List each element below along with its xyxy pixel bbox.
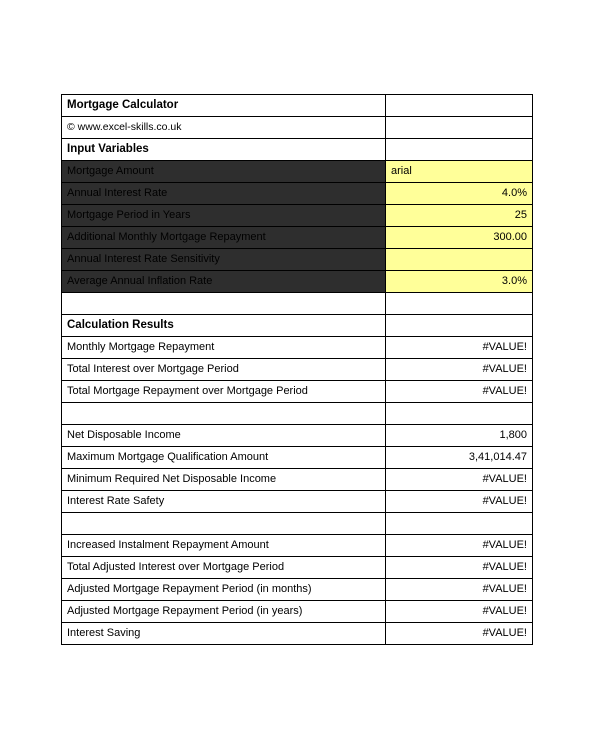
table-row-net-disposable-income: [62, 425, 533, 447]
result-value-maximum-mortgage-qualification-amount: 3,41,014.47: [386, 447, 533, 469]
table-row-copyright: [62, 117, 533, 139]
result-label-monthly-mortgage-repayment: Monthly Mortgage Repayment: [62, 337, 386, 359]
section-heading-input-variables: Input Variables: [62, 139, 386, 161]
result-label-interest-rate-safety: Interest Rate Safety: [62, 491, 386, 513]
calculator-table: [61, 94, 533, 645]
table-row-input-additional-monthly-repayment: [62, 227, 533, 249]
table-row-spacer: [62, 513, 533, 535]
result-label-total-mortgage-repayment-over-mortgage-period: Total Mortgage Repayment over Mortgage Period: [62, 381, 386, 403]
spacer-value-cell: [386, 403, 533, 425]
result-value-minimum-required-net-disposable-income: #VALUE!: [386, 469, 533, 491]
table-row-total-mortgage-repayment-over-mortgage-period: [62, 381, 533, 403]
result-label-minimum-required-net-disposable-income: Minimum Required Net Disposable Income: [62, 469, 386, 491]
copyright-label: © www.excel-skills.co.uk: [62, 117, 386, 139]
spacer-label-cell: [62, 513, 386, 535]
spacer-value-cell: [386, 513, 533, 535]
input-label-average-annual-inflation-rate: Average Annual Inflation Rate: [62, 271, 386, 293]
title-row-value-cell: [386, 95, 533, 117]
result-value-interest-rate-safety: #VALUE!: [386, 491, 533, 513]
result-label-interest-saving: Interest Saving: [62, 623, 386, 645]
spacer-value-cell: [386, 293, 533, 315]
page-title: Mortgage Calculator: [62, 95, 386, 117]
result-value-adjusted-mortgage-repayment-period-months: #VALUE!: [386, 579, 533, 601]
input-value-annual-interest-rate-sensitivity[interactable]: [386, 249, 533, 271]
input-label-annual-interest-rate-sensitivity: Annual Interest Rate Sensitivity: [62, 249, 386, 271]
result-value-monthly-mortgage-repayment: #VALUE!: [386, 337, 533, 359]
table-row-input-interest-rate-sensitivity: [62, 249, 533, 271]
input-value-mortgage-amount[interactable]: arial: [386, 161, 533, 183]
table-row-input-annual-interest-rate: [62, 183, 533, 205]
table-row-title: [62, 95, 533, 117]
table-row-interest-saving: [62, 623, 533, 645]
result-value-increased-instalment-repayment-amount: #VALUE!: [386, 535, 533, 557]
input-label-mortgage-period-years: Mortgage Period in Years: [62, 205, 386, 227]
input-value-average-annual-inflation-rate[interactable]: 3.0%: [386, 271, 533, 293]
table-row-spacer: [62, 293, 533, 315]
input-value-additional-monthly-repayment[interactable]: 300.00: [386, 227, 533, 249]
table-row-minimum-required-net-disposable-income: [62, 469, 533, 491]
result-label-increased-instalment-repayment-amount: Increased Instalment Repayment Amount: [62, 535, 386, 557]
result-value-total-mortgage-repayment-over-mortgage-period: #VALUE!: [386, 381, 533, 403]
result-label-maximum-mortgage-qualification-amount: Maximum Mortgage Qualification Amount: [62, 447, 386, 469]
table-row-input-average-annual-inflation-rate: [62, 271, 533, 293]
input-variables-heading-value-cell: [386, 139, 533, 161]
table-row-total-interest-over-mortgage-period: [62, 359, 533, 381]
result-value-interest-saving: #VALUE!: [386, 623, 533, 645]
result-value-net-disposable-income: 1,800: [386, 425, 533, 447]
result-label-total-adjusted-interest-over-mortgage-period: Total Adjusted Interest over Mortgage Period: [62, 557, 386, 579]
spacer-label-cell: [62, 403, 386, 425]
section-heading-calculation-results: Calculation Results: [62, 315, 386, 337]
table-body: [62, 95, 533, 645]
result-value-total-interest-over-mortgage-period: #VALUE!: [386, 359, 533, 381]
calculation-results-heading-value-cell: [386, 315, 533, 337]
input-label-mortgage-amount: Mortgage Amount: [62, 161, 386, 183]
spacer-label-cell: [62, 293, 386, 315]
table-row-section-calculation-results: [62, 315, 533, 337]
table-row-input-mortgage-period-years: [62, 205, 533, 227]
result-label-adjusted-mortgage-repayment-period-years: Adjusted Mortgage Repayment Period (in years): [62, 601, 386, 623]
result-label-adjusted-mortgage-repayment-period-months: Adjusted Mortgage Repayment Period (in months): [62, 579, 386, 601]
table-row-monthly-mortgage-repayment: [62, 337, 533, 359]
table-row-adjusted-mortgage-repayment-period-months: [62, 579, 533, 601]
input-value-annual-interest-rate[interactable]: 4.0%: [386, 183, 533, 205]
table-row-adjusted-mortgage-repayment-period-years: [62, 601, 533, 623]
table-row-maximum-mortgage-qualification-amount: [62, 447, 533, 469]
input-value-mortgage-period-years[interactable]: 25: [386, 205, 533, 227]
result-label-total-interest-over-mortgage-period: Total Interest over Mortgage Period: [62, 359, 386, 381]
input-label-additional-monthly-repayment: Additional Monthly Mortgage Repayment: [62, 227, 386, 249]
mortgage-calculator-sheet: [61, 94, 532, 645]
table-row-section-input-variables: [62, 139, 533, 161]
result-value-total-adjusted-interest-over-mortgage-period: #VALUE!: [386, 557, 533, 579]
result-value-adjusted-mortgage-repayment-period-years: #VALUE!: [386, 601, 533, 623]
result-label-net-disposable-income: Net Disposable Income: [62, 425, 386, 447]
table-row-interest-rate-safety: [62, 491, 533, 513]
table-row-total-adjusted-interest-over-mortgage-period: [62, 557, 533, 579]
copyright-row-value-cell: [386, 117, 533, 139]
input-label-annual-interest-rate: Annual Interest Rate: [62, 183, 386, 205]
table-row-spacer: [62, 403, 533, 425]
table-row-input-mortgage-amount: [62, 161, 533, 183]
table-row-increased-instalment-repayment-amount: [62, 535, 533, 557]
